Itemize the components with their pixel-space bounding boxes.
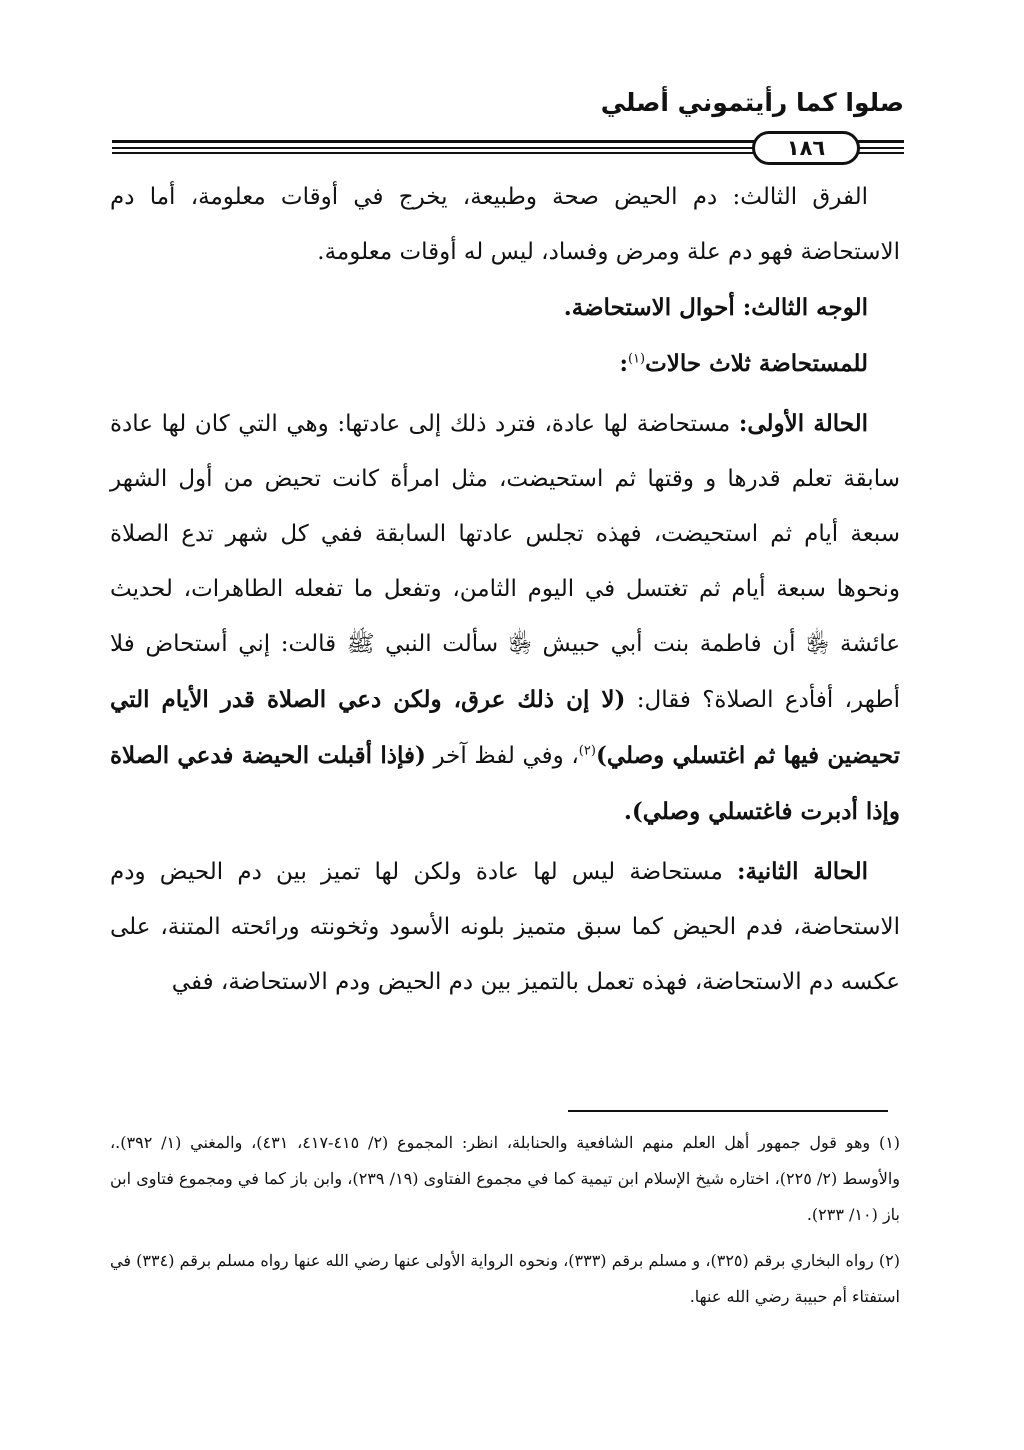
footnote-ref-1: (١)	[627, 351, 646, 367]
hadith-quote-2: (فإذا أقبلت الحيضة فدعي الصلاة وإذا أدبرت فاغتسلي وصلي).	[110, 742, 900, 825]
page-number-badge: ١٨٦	[752, 131, 860, 165]
footnotes	[110, 1125, 900, 1325]
section-heading-states: الوجه الثالث: أحوال الاستحاضة.	[563, 294, 868, 321]
footnote-ref-2: (٢)	[578, 743, 596, 759]
paragraph-third-difference: الفرق الثالث: دم الحيض صحة وطبيعة، يخرج في أوقات معلومة، أما دم الاستحاضة فهو دم علة ومرض وفساد، ليس له أوقات معلومة.	[110, 184, 900, 265]
hadith-quote-1: (لا إن ذلك عرق، ولكن دعي الصلاة قدر الأيام التي تحيضين فيها ثم اغتسلي وصلي)	[110, 686, 900, 769]
paragraph-second-state: الحالة الثانية: مستحاضة ليس لها عادة ولكن لها تميز بين دم الحيض ودم الاستحاضة، فدم الحيض كما سبق متميز بلونه الأسود وثخونته ورائحته المتنة، على عكسه دم الاستحاضة، فهذه تعمل بالتميز بين دم الحيض ودم الاستحاضة، ففي	[110, 858, 900, 995]
main-text	[110, 170, 900, 1010]
running-header-title: صلوا كما رأيتموني أصلي	[600, 88, 904, 117]
paragraph-three-states: للمستحاضة ثلاث حالات$^{(١)}$:	[619, 350, 868, 377]
footnote-separator	[568, 1110, 888, 1112]
paragraph-first-state: الحالة الأولى: مستحاضة لها عادة، فترد ذلك إلى عادتها: وهي التي كان لها عادة سابقة تعلم قدرها و وقتها ثم استحيضت، مثل امرأة كانت تحيض من أول الشهر سبعة أيام ثم استحيضت، فهذه تجلس عادتها السابقة ففي كل شهر تدع الصلاة ونحوها سبعة أيام ثم تغتسل في اليوم الثامن، وتفعل ما تفعله الطاهرات، لحديث عائشة ﵂ أن فاطمة بنت أبي حبيش ﵂ سألت النبي ﷺ قالت: إني أستحاض فلا أطهر، أفأدع الصلاة؟ فقال: (لا إن ذلك عرق، ولكن دعي الصلاة قدر الأيام التي تحيضين فيها ثم اغتسلي وصلي)$^{(٢)}$، وفي لفظ آخر (فإذا أقبلت الحيضة فدعي الصلاة وإذا أدبرت فاغتسلي وصلي).	[110, 410, 900, 825]
footnote-1: (١) وهو قول جمهور أهل العلم منهم الشافعية والحنابلة، انظر: المجموع (٢/ ٤١٥-٤١٧، ٤٣١)، والمغني (١/ ٣٩٢).، والأوسط (٢/ ٢٢٥)، اختاره شيخ الإسلام ابن تيمية كما في مجموع الفتاوى (١٩/ ٢٣٩)، وابن باز كما في ومجموع فتاوى ابن باز (١٠/ ٢٣٣).	[110, 1133, 901, 1224]
second-state-heading: الحالة الثانية:	[737, 858, 868, 885]
footnote-2: (٢) رواه البخاري برقم (٣٢٥)، و مسلم برقم (٣٣٣)، ونحوه الرواية الأولى عنها رضي الله عنها رواه مسلم برقم (٣٣٤) في استفتاء أم حبيبة رضي الله عنها.	[110, 1251, 900, 1306]
first-state-heading: الحالة الأولى:	[738, 410, 869, 437]
